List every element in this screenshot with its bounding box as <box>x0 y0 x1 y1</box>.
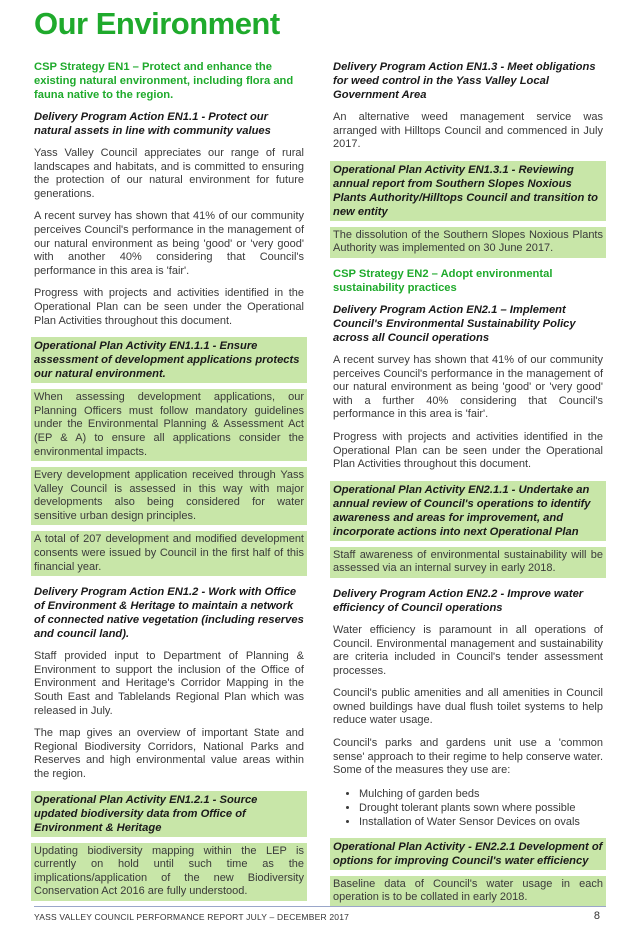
activity-text: The dissolution of the Southern Slopes Noxious Plants Authority was implemented on 30 June 2017. <box>333 228 603 255</box>
list-item: • Installation of Water Sensor Devices on ovals <box>359 815 603 829</box>
activity-text: Staff awareness of environmental sustainability will be assessed via an internal survey in early 2018. <box>333 548 603 575</box>
page-title: Our Environment <box>34 6 280 41</box>
delivery-action-en1-2: Delivery Program Action EN1.2 - Work with Office of Environment & Heritage to maintain a network of connected native vegetation (including reserves and council land). <box>34 586 304 641</box>
measures-list <box>333 787 603 829</box>
paragraph: Water efficiency is paramount in all operations of Council. Environmental management and sustainability are criteria included in Council's tender assessment processes. <box>333 623 603 677</box>
activity-heading: Operational Plan Activity EN1.2.1 - Source updated biodiversity data from Office of Environment & Heritage <box>34 793 258 834</box>
delivery-action-en2-2: Delivery Program Action EN2.2 - Improve water efficiency of Council operations <box>333 587 584 614</box>
paragraph: A recent survey has shown that 41% of our community perceives Council's performance in the management of our natural environment as being 'good' or 'very good' with a further 40% considering that Council's performance in this area is 'fair'. <box>333 353 603 421</box>
activity-text: Every development application received through Yass Valley Council is assessed in this way with major developments also being considered for water sensitive urban design principles. <box>34 469 304 522</box>
paragraph: Staff provided input to Department of Planning & Environment to support the inclusion of the Office of Environment and Heritage's Corridor Mapping in the South East and Tablelands Regional Plan which was released in July. <box>34 650 304 717</box>
operational-activity-en1-2-1 <box>34 791 304 901</box>
paragraph: Council's parks and gardens unit use a 'common sense' approach to their regime to help conserve water. Some of the measures they use are: <box>333 737 603 777</box>
activity-heading: Operational Plan Activity EN1.1.1 - Ensure assessment of development applications protects our natural environment. <box>34 340 300 381</box>
activity-heading: Operational Plan Activity EN1.3.1 - Reviewing annual report from Southern Slopes Noxious Plants Authority/Hilltops Council and transition to new entity <box>333 163 598 218</box>
paragraph: Progress with projects and activities identified in the Operational Plan can be seen under the Operational Plan Activities throughout this document. <box>34 287 304 327</box>
paragraph: A recent survey has shown that 41% of our community perceives Council's performance in the management of our natural environment as being 'good' or 'very good' with another 40% considering that Council's performance in this area is 'fair'. <box>34 210 304 277</box>
operational-activity-en2-2-1 <box>333 838 603 907</box>
activity-text: A total of 207 development and modified development consents were issued by Council in the first half of this financial year. <box>34 533 304 573</box>
strategy-heading-en2: CSP Strategy EN2 – Adopt environmental sustainability practices <box>333 267 553 294</box>
delivery-action-en2-1: Delivery Program Action EN2.1 – Implement Council's Environmental Sustainability Policy across all Council operations <box>333 303 576 344</box>
right-column <box>333 60 603 916</box>
list-item: • Mulching of garden beds <box>359 787 603 801</box>
activity-heading: Operational Plan Activity - EN2.2.1 Development of options for improving Council's water efficiency <box>333 840 603 867</box>
delivery-action-en1-3: Delivery Program Action EN1.3 - Meet obligations for weed control in the Yass Valley Local Government Area <box>333 61 596 101</box>
footer-divider <box>34 906 606 907</box>
paragraph: Progress with projects and activities identified in the Operational Plan can be seen under the Operational Plan Activities throughout this document. <box>333 430 603 471</box>
list-item: • Drought tolerant plants sown where possible <box>359 801 603 815</box>
paragraph: Council's public amenities and all amenities in Council owned buildings have dual flush toilet systems to help reduce water usage. <box>333 687 603 727</box>
operational-activity-en1-3-1 <box>333 161 603 258</box>
activity-text: When assessing development applications, our Planning Officers must follow mandatory guidelines under the Environmental Planning & Assessment Act (EP & A) to ensure all applications consider the environmental impacts. <box>34 391 304 458</box>
operational-activity-en2-1-1 <box>333 481 603 578</box>
paragraph: Yass Valley Council appreciates our range of rural landscapes and habitats, and is committed to ensuring the protection of our natural environment for future generations. <box>34 147 304 200</box>
paragraph: The map gives an overview of important State and Regional Biodiversity Corridors, National Parks and Reserves and high environmental value areas within the region. <box>34 727 304 780</box>
operational-activity-en1-1-1 <box>34 337 304 576</box>
left-column <box>34 60 304 910</box>
delivery-action-en1-1: Delivery Program Action EN1.1 - Protect our natural assets in line with community values <box>34 111 271 137</box>
page-number: 8 <box>593 910 600 922</box>
activity-heading: Operational Plan Activity EN2.1.1 - Undertake an annual review of Council's operations to identify awareness and areas for improvement, and incorporate actions into next Operational Plan <box>333 483 591 538</box>
activity-text: Baseline data of Council's water usage in each operation is to be collated in early 2018. <box>333 877 603 904</box>
activity-text: Updating biodiversity mapping within the LEP is currently on hold until such time as the implications/application of the new Biodiversity Conservation Act 2016 are fully understood. <box>34 844 304 898</box>
footer-text: YASS VALLEY COUNCIL PERFORMANCE REPORT JULY – DECEMBER 2017 <box>34 912 350 922</box>
strategy-heading-en1: CSP Strategy EN1 – Protect and enhance the existing natural environment, including flora and fauna native to the region. <box>34 61 294 101</box>
paragraph: An alternative weed management service was arranged with Hilltops Council and commenced in July 2017. <box>333 111 603 151</box>
